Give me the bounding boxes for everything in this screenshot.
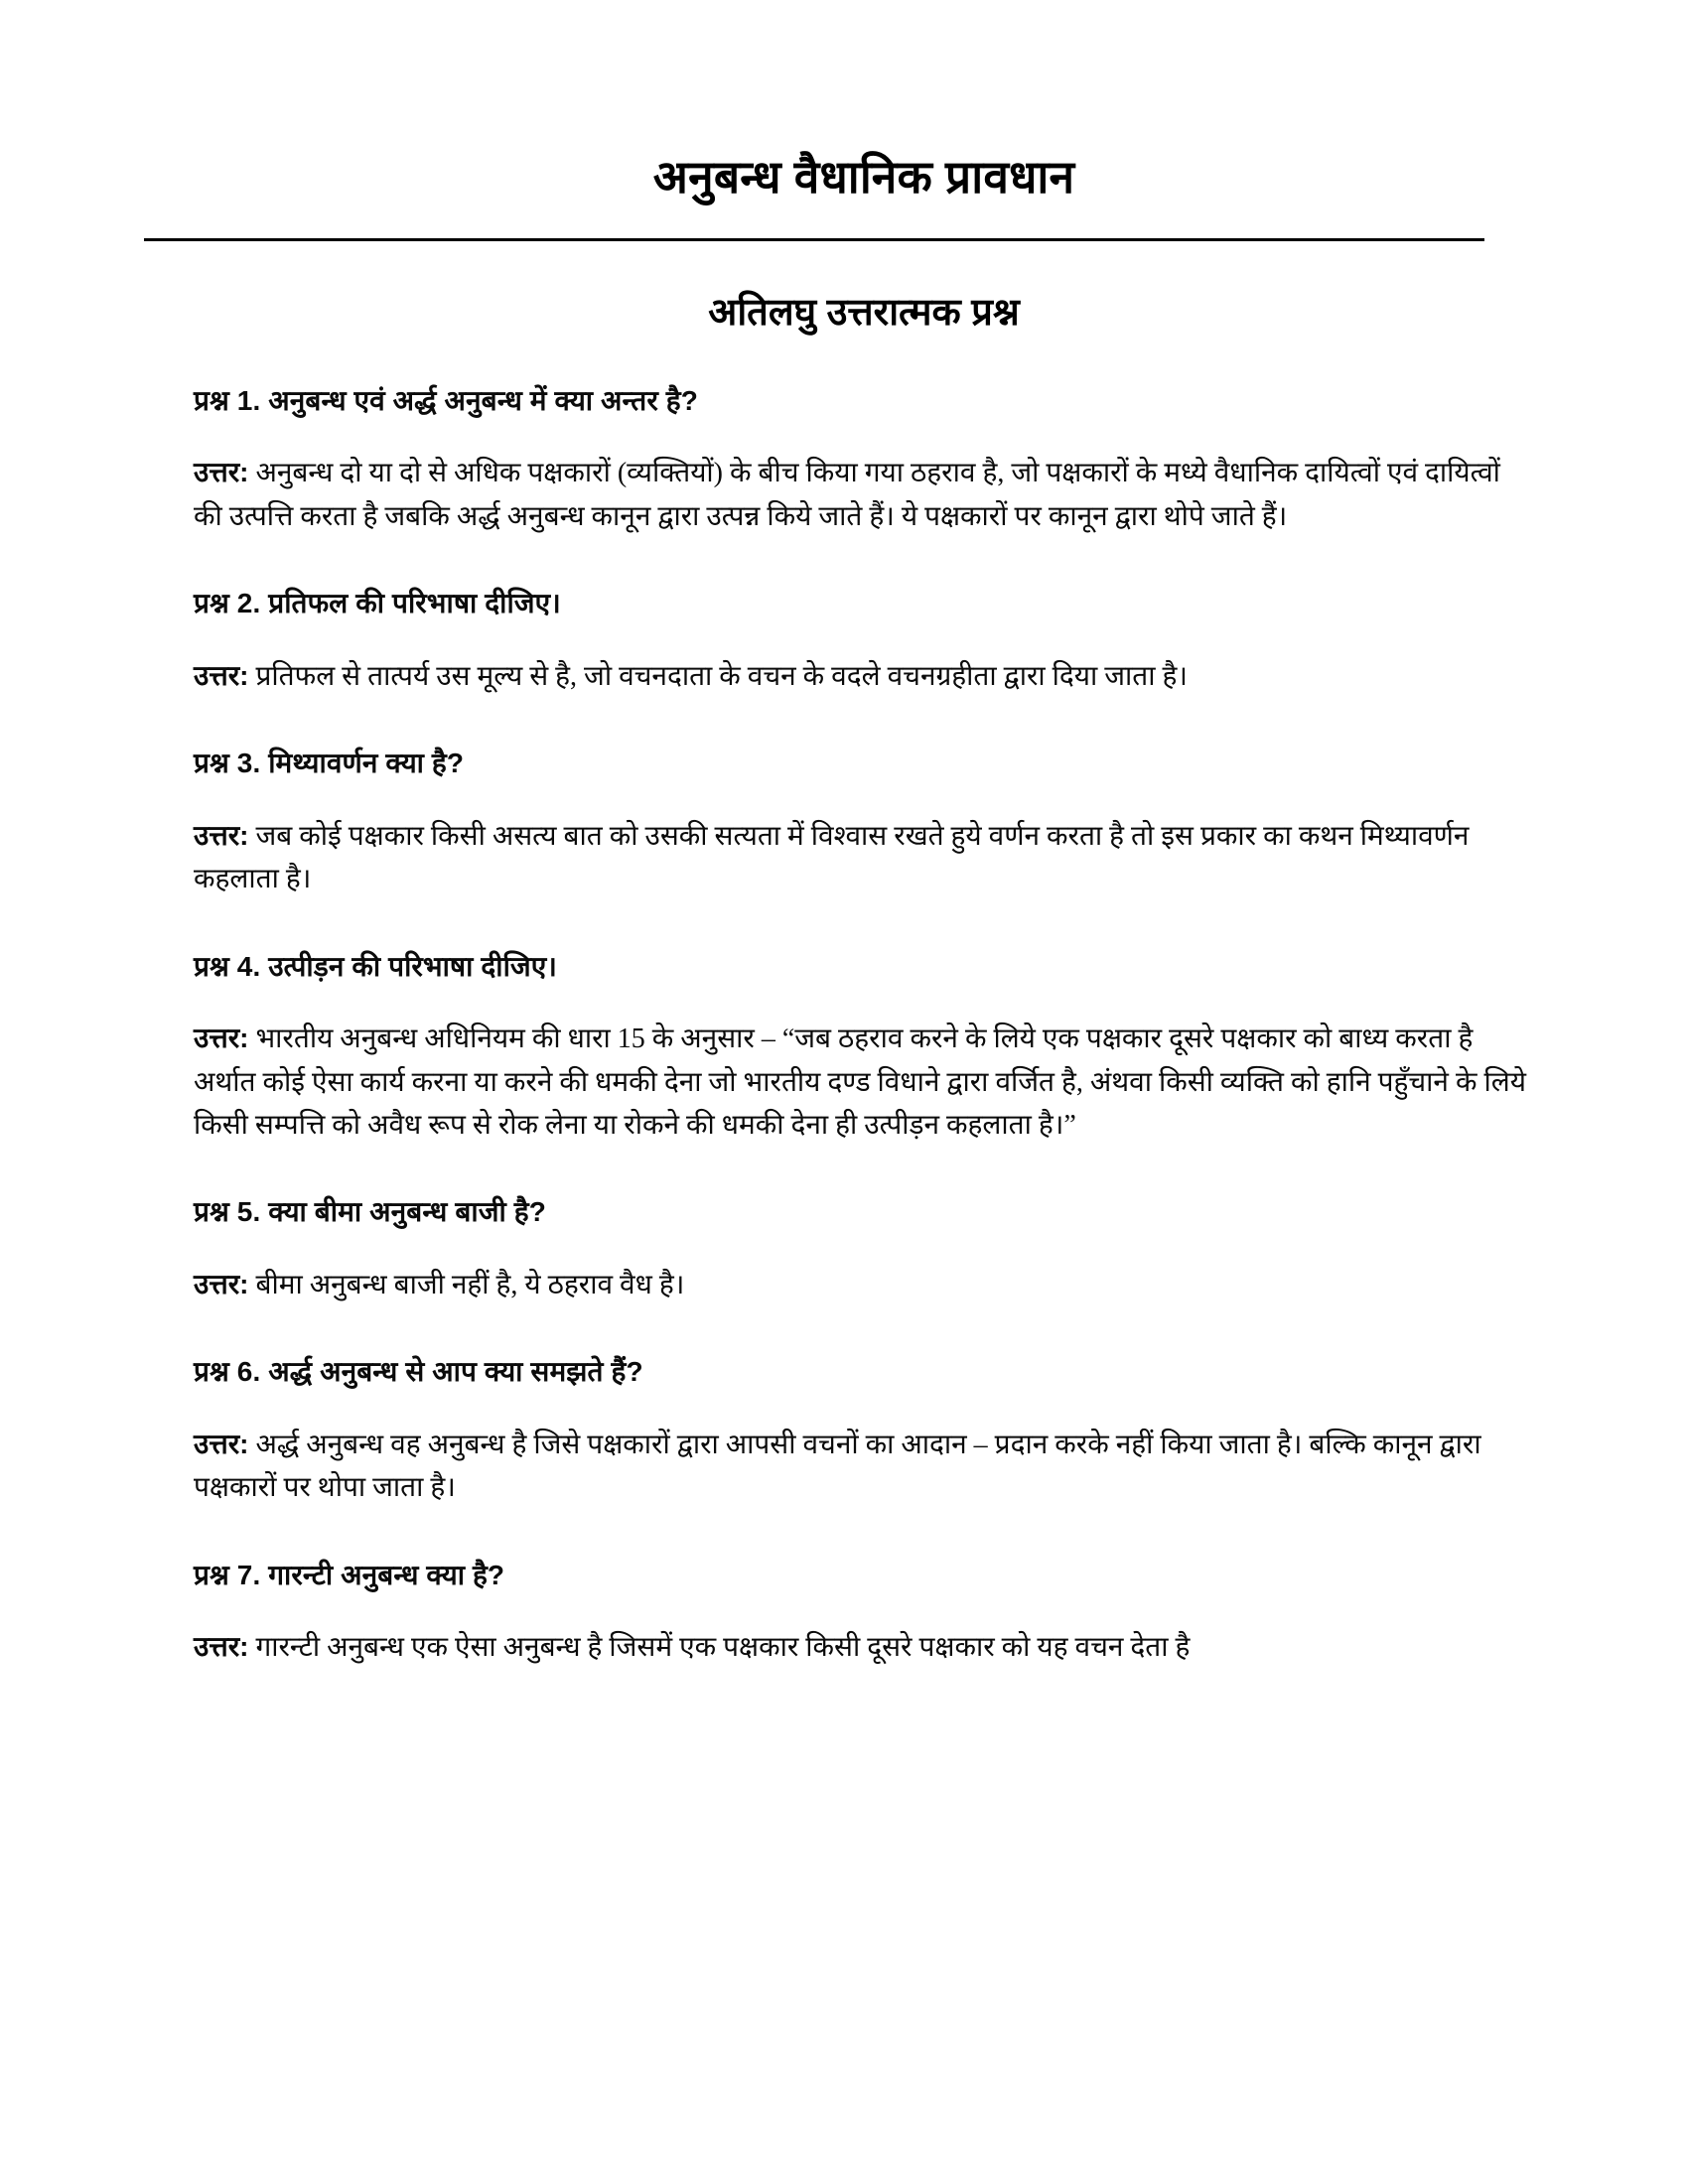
question-text: प्रश्न 1. अनुबन्ध एवं अर्द्ध अनुबन्ध में क्या अन्तर है? [194,384,698,416]
answer-text: प्रतिफल से तात्पर्य उस मूल्य से है, जो वचनदाता के वचन के वदले वचनग्रहीता द्वारा दिया जाता है। [248,660,1189,692]
answer-label: उत्तर: [194,1268,249,1299]
qa-block [194,1192,1534,1306]
answer-label: उत्तर: [194,659,249,691]
answer-text: अर्द्ध अनुबन्ध वह अनुबन्ध है जिसे पक्षकारों द्वारा आपसी वचनों का आदान – प्रदान करके नहीं किया जाता है। बल्कि कानून द्वारा पक्षकारों पर थोपा जाता है। [194,1429,1481,1504]
question-answer-list [194,381,1534,1670]
answer-text: जब कोई पक्षकार किसी असत्य बात को उसकी सत्यता में विश्वास रखते हुये वर्णन करता है तो इस प्रकार का कथन मिथ्यावर्णन कहलाता है। [194,820,1470,895]
answer-text: गारन्टी अनुबन्ध एक ऐसा अनुबन्ध है जिसमें एक पक्षकार किसी दूसरे पक्षकार को यह वचन देता है [248,1632,1191,1664]
qa-block [194,947,1534,1148]
qa-block [194,381,1534,538]
answer-label: उत्तर: [194,457,249,488]
answer-paragraph [194,451,1529,538]
answer-paragraph [194,1423,1529,1510]
page-title: अनुबन्ध वैधानिक प्रावधान [652,151,1075,203]
answer-paragraph [194,1263,1529,1306]
question-text: प्रश्न 4. उत्पीड़न की परिभाषा दीजिए। [194,950,557,982]
answer-paragraph [194,654,1529,698]
question-text: प्रश्न 6. अर्द्ध अनुबन्ध से आप क्या समझते हैं? [194,1356,643,1388]
answer-label: उत्तर: [194,819,249,851]
qa-block [194,1556,1534,1670]
title-divider [144,238,1484,241]
qa-block [194,1352,1534,1509]
answer-text: बीमा अनुबन्ध बाजी नहीं है, ये ठहराव वैध है। [248,1269,685,1300]
answer-label: उत्तर: [194,1631,249,1663]
answer-paragraph [194,814,1529,901]
answer-text: अनुबन्ध दो या दो से अधिक पक्षकारों (व्यक्तियों) के बीच किया गया ठहराव है, जो पक्षकारों के मध्ये वैधानिक दायित्वों एवं दायित्वों की उत्पत्ति करता है जबकि अर्द्ध अनुबन्ध कानून द्वारा उत्पन्न किये जाते हैं। ये पक्षकारों पर कानून द्वारा थोपे जाते हैं। [194,458,1500,532]
qa-block [194,744,1534,900]
answer-label: उत्तर: [194,1428,249,1459]
answer-text: भारतीय अनुबन्ध अधिनियम की धारा 15 के अनुसार – “जब ठहराव करने के लिये एक पक्षकार दूसरे पक्षकार को बाध्य करता है अर्थात कोई ऐसा कार्य करना या करने की धमकी देना जो भारतीय दण्ड विधाने द्वारा वर्जित है, अंथवा किसी व्यक्ति को हानि पहुँचाने के लिये किसी सम्पत्ति को अवैध रूप से रोक लेना या रोकने की धमकी देना ही उत्पीड़न कहलाता है।” [194,1024,1526,1141]
answer-paragraph [194,1625,1529,1669]
section-heading: अतिलघु उत्तरात्मक प्रश्न [708,291,1020,334]
question-text: प्रश्न 7. गारन्टी अनुबन्ध क्या है? [194,1559,505,1590]
question-text: प्रश्न 2. प्रतिफल की परिभाषा दीजिए। [194,588,561,619]
question-text: प्रश्न 3. मिथ्यावर्णन क्या है? [194,748,465,779]
qa-block [194,584,1534,698]
answer-paragraph [194,1017,1529,1147]
question-text: प्रश्न 5. क्या बीमा अनुबन्ध बाजी है? [194,1196,546,1228]
answer-label: उत्तर: [194,1023,249,1054]
